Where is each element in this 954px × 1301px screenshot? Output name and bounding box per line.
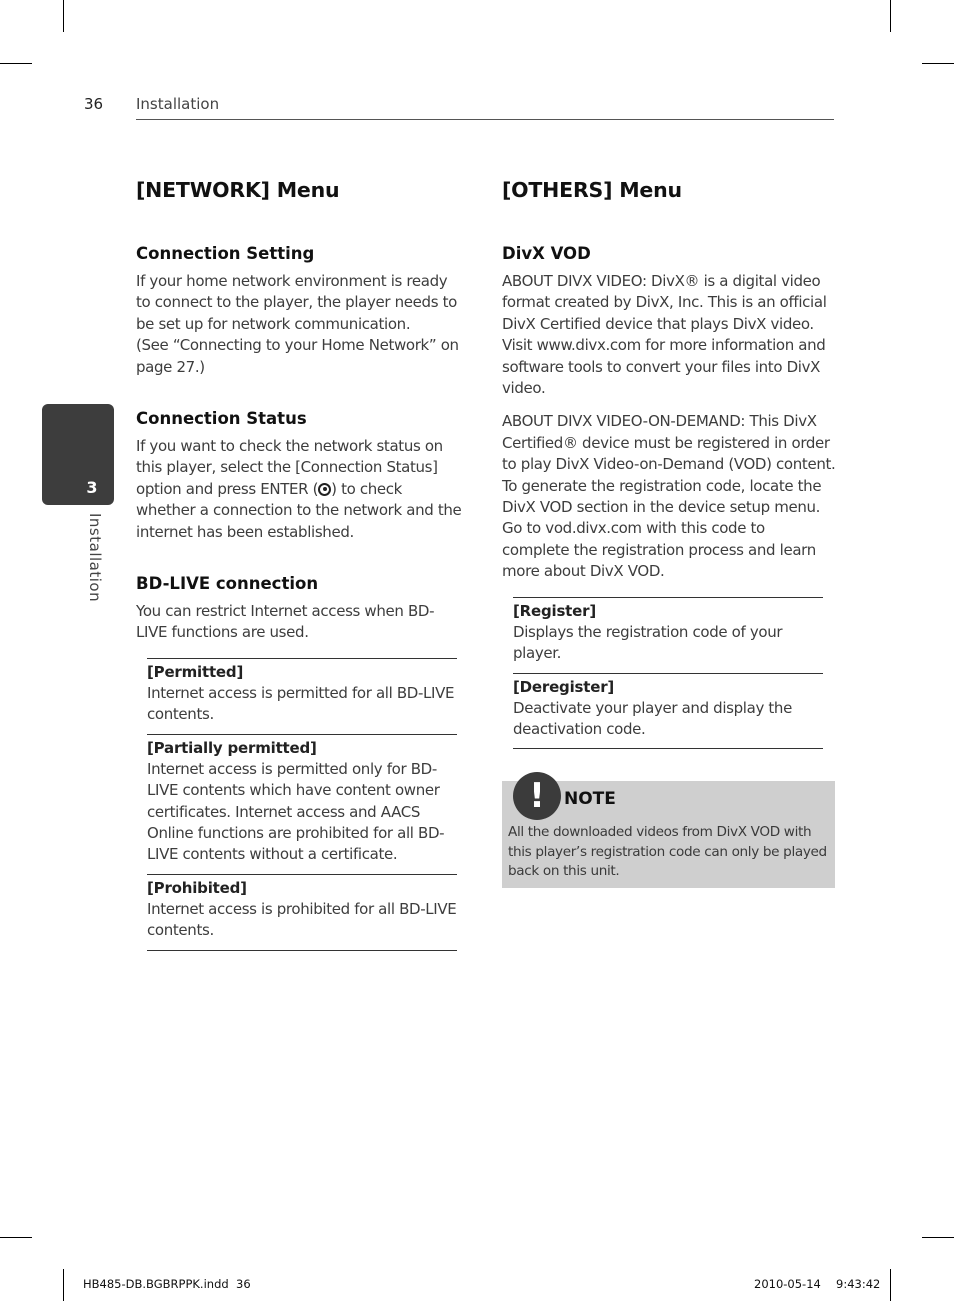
note-box [502,776,835,888]
connection-status-text-part: ) to check whether a connection to the network and the internet has been established. [136,479,462,541]
others-menu-column [502,176,836,888]
bdlive-options-table [147,658,457,951]
chapter-number: 3 [86,478,98,497]
footer-filename: HB485-DB.BGBRPPK.indd [83,1277,229,1291]
divx-about-text: ABOUT DIVX VIDEO: DivX® is a digital video format created by DivX, Inc. This is an official DivX Certified device that plays DivX video. Visit www.divx.com for more information and software tools to convert your files into DivX video. [502,272,827,398]
connection-status-text-part: If you want to check the network status on this player, select the [Connection Status] option and press ENTER ( [136,437,443,498]
footer-page: 36 [236,1277,251,1291]
exclamation-icon: ! [513,772,561,820]
enter-button-icon [318,483,331,496]
running-header: Installation [136,95,220,113]
option-row [513,674,823,750]
bdlive-heading: BD-LIVE connection [136,574,319,594]
header-rule [136,119,834,120]
crop-mark [0,63,32,64]
page-number: 36 [84,95,104,113]
connection-setting-text: If your home network environment is ready to connect to the player, the player needs to be set up for network communication. [136,272,457,333]
option-label: [Partially permitted] [147,738,317,757]
option-description: Internet access is prohibited for all BD-LIVE contents. [147,899,457,940]
divx-vod-heading: DivX VOD [502,244,591,263]
option-label: [Register] [513,601,596,620]
crop-mark [890,1269,891,1301]
bdlive-text: You can restrict Internet access when BD-LIVE functions are used. [136,602,435,642]
crop-mark [922,63,954,64]
connection-status-heading: Connection Status [136,409,307,429]
crop-mark [0,1237,32,1238]
option-row [147,875,457,951]
footer-date: 2010-05-14 [754,1277,821,1291]
connection-setting-reference: (See “Connecting to your Home Network” on page 27.) [136,336,459,376]
footer-time: 9:43:42 [836,1277,881,1291]
crop-mark [63,1269,64,1301]
option-label: [Prohibited] [147,878,247,897]
crop-mark [922,1237,954,1238]
option-description: Internet access is permitted only for BD-LIVE contents which have content owner certificates. Internet access and AACS Online functions are prohibited for all BD-LIVE contents without a certificate. [147,759,445,864]
divx-vod-about-text: ABOUT DIVX VIDEO-ON-DEMAND: This DivX Certified® device must be registered in order to play DivX Video-on-Demand (VOD) content. To generate the registration code, locate the DivX VOD section in the device setup menu. Go to vod.divx.com with this code to complete the registration process and learn more about DivX VOD. [502,412,836,581]
option-label: [Deregister] [513,677,615,696]
chapter-label: Installation [86,513,104,603]
option-row [513,598,823,674]
chapter-tab [42,404,114,505]
crop-mark [63,0,64,32]
option-description: Internet access is permitted for all BD-LIVE contents. [147,683,455,724]
option-label: [Permitted] [147,662,244,681]
crop-mark [890,0,891,32]
connection-status-text [136,436,463,543]
others-menu-title: [OTHERS] Menu [502,178,682,202]
option-row [147,659,457,735]
note-title: NOTE [564,789,616,810]
divx-options-table [513,597,823,750]
option-row [147,735,457,875]
network-menu-column [136,176,463,951]
note-text: All the downloaded videos from DivX VOD with this player’s registration code can only be played back on this unit. [508,824,827,879]
connection-setting-heading: Connection Setting [136,244,315,263]
network-menu-title: [NETWORK] Menu [136,178,340,202]
option-description: Deactivate your player and display the deactivation code. [513,698,792,738]
option-description: Displays the registration code of your player. [513,622,783,663]
